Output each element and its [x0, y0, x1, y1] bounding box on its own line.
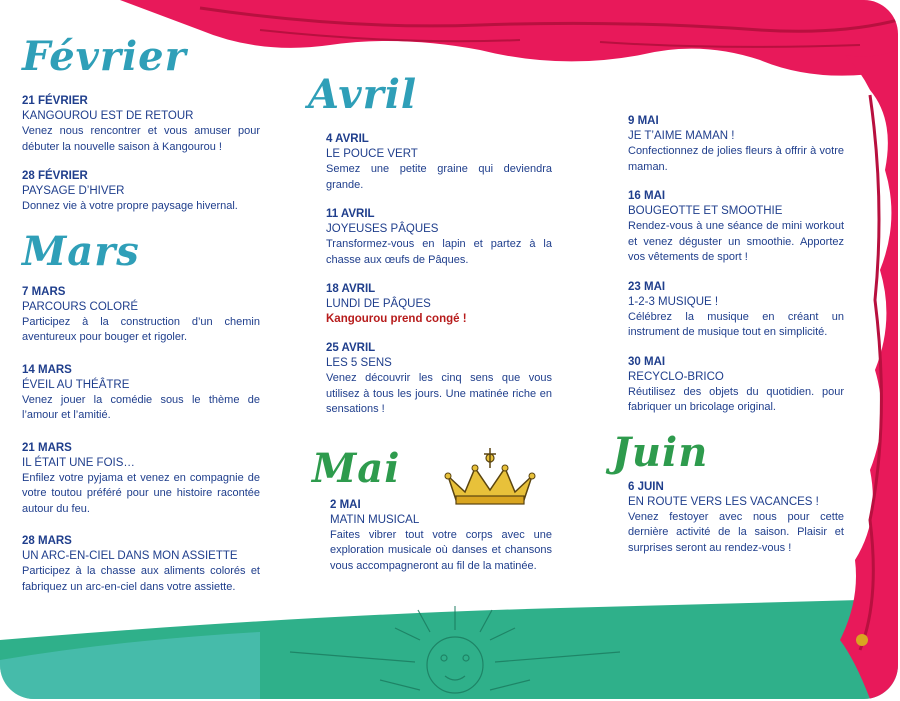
month-title-mai: Mai	[312, 444, 401, 492]
event-desc: Venez festoyer avec nous pour cette dernière activité de la saison. Plaisir et surprises seront au rendez-vous !	[628, 510, 844, 554]
event-title: UN ARC-EN-CIEL DANS MON ASSIETTE	[22, 550, 238, 562]
month-title-fevrier: Février	[22, 33, 187, 80]
event-desc: Venez jouer la comédie sous le thème de l’amour et l’amitié.	[22, 393, 260, 421]
event-desc: Rendez-vous à une séance de mini workout et venez déguster un smoothie. Apportez vos vêtements de sport !	[628, 220, 844, 263]
event-desc: Semez une petite graine qui deviendra grande.	[326, 163, 552, 191]
event-item	[612, 189, 844, 266]
event-date: 14 MARS	[22, 363, 72, 376]
event-item	[308, 498, 552, 575]
event-desc: Réutilisez des objets du quotidien. pour fabriquer un bricolage original.	[628, 385, 844, 413]
column-1	[22, 34, 260, 595]
event-desc: Participez à la construction d’un chemin aventureux pour bouger et rigoler.	[22, 315, 260, 343]
event-item	[612, 355, 844, 416]
event-desc: Faites vibrer tout votre corps avec une exploration musicale où danses et chansons vous accompagneront au fil de la matinée.	[330, 528, 552, 572]
closed-notice: Kangourou prend congé !	[326, 313, 467, 325]
event-date: 6 JUIN	[628, 480, 664, 493]
event-date: 25 AVRIL	[326, 342, 376, 354]
event-item	[22, 363, 260, 424]
event-title: KANGOUROU EST DE RETOUR	[22, 110, 194, 122]
event-desc: Venez découvrir les cinq sens que vous utilisez à tous les jours. Une matinée riche en sensations !	[326, 372, 552, 415]
month-title-avril: Avril	[308, 71, 418, 118]
event-title: 1-2-3 MUSIQUE !	[628, 295, 719, 308]
event-title: IL ÉTAIT UNE FOIS…	[22, 456, 135, 469]
event-date: 7 MARS	[22, 285, 66, 298]
event-title: MATIN MUSICAL	[330, 513, 420, 526]
event-item	[22, 534, 260, 595]
event-date: 11 AVRIL	[326, 208, 375, 220]
event-desc: Donnez vie à votre propre paysage hivernal.	[22, 200, 238, 212]
event-title: RECYCLO-BRICO	[628, 370, 724, 383]
event-title: EN ROUTE VERS LES VACANCES !	[628, 495, 819, 508]
event-date: 21 MARS	[22, 441, 72, 454]
event-item	[308, 341, 552, 418]
month-title-mars: Mars	[22, 227, 140, 275]
event-item	[22, 441, 260, 518]
event-item	[22, 285, 260, 346]
event-date: 28 MARS	[22, 535, 72, 547]
event-title: PARCOURS COLORÉ	[22, 300, 139, 313]
tassel-icon	[856, 634, 868, 646]
event-date: 16 MAI	[628, 190, 666, 202]
event-title: LE POUCE VERT	[326, 148, 418, 160]
event-desc: Participez à la chasse aux aliments colorés et fabriquez un arc-en-ciel dans votre assiette.	[22, 565, 260, 593]
event-title: PAYSAGE D’HIVER	[22, 185, 125, 197]
event-date: 30 MAI	[628, 355, 666, 368]
event-title: JE T’AIME MAMAN !	[628, 130, 735, 142]
event-title: JOYEUSES PÂQUES	[326, 223, 439, 235]
event-date: 9 MAI	[628, 115, 659, 127]
event-item	[612, 480, 844, 557]
event-desc: Confectionnez de jolies fleurs à offrir à votre maman.	[628, 145, 844, 173]
event-date: 2 MAI	[330, 498, 361, 511]
event-title: LUNDI DE PÂQUES	[326, 298, 431, 310]
event-item	[308, 132, 552, 193]
event-desc: Célébrez la musique en créant un instrument de musique tout en simplicité.	[628, 310, 844, 338]
event-date: 21 FÉVRIER	[22, 95, 88, 107]
event-desc: Transformez-vous en lapin et partez à la chasse aux œufs de Pâques.	[326, 238, 552, 266]
event-item	[308, 207, 552, 268]
event-title: ÉVEIL AU THÉÂTRE	[22, 378, 130, 391]
event-desc: Enfilez votre pyjama et venez en compagnie de votre toutou préféré pour une histoire racontée autour du feu.	[22, 471, 260, 515]
month-title-juin: Juin	[612, 428, 709, 476]
event-date: 18 AVRIL	[326, 283, 376, 295]
event-item	[22, 169, 260, 215]
event-date: 4 AVRIL	[326, 133, 369, 145]
event-item	[22, 94, 260, 155]
event-item	[612, 280, 844, 341]
column-3	[612, 114, 844, 556]
event-date: 23 MAI	[628, 280, 666, 293]
event-date: 28 FÉVRIER	[22, 170, 88, 182]
crown-icon	[440, 446, 540, 508]
event-item	[308, 282, 552, 327]
event-title: LES 5 SENS	[326, 357, 392, 369]
event-title: BOUGEOTTE ET SMOOTHIE	[628, 205, 783, 217]
event-item	[612, 114, 844, 175]
event-desc: Venez nous rencontrer et vous amuser pour débuter la nouvelle saison à Kangourou !	[22, 125, 260, 153]
